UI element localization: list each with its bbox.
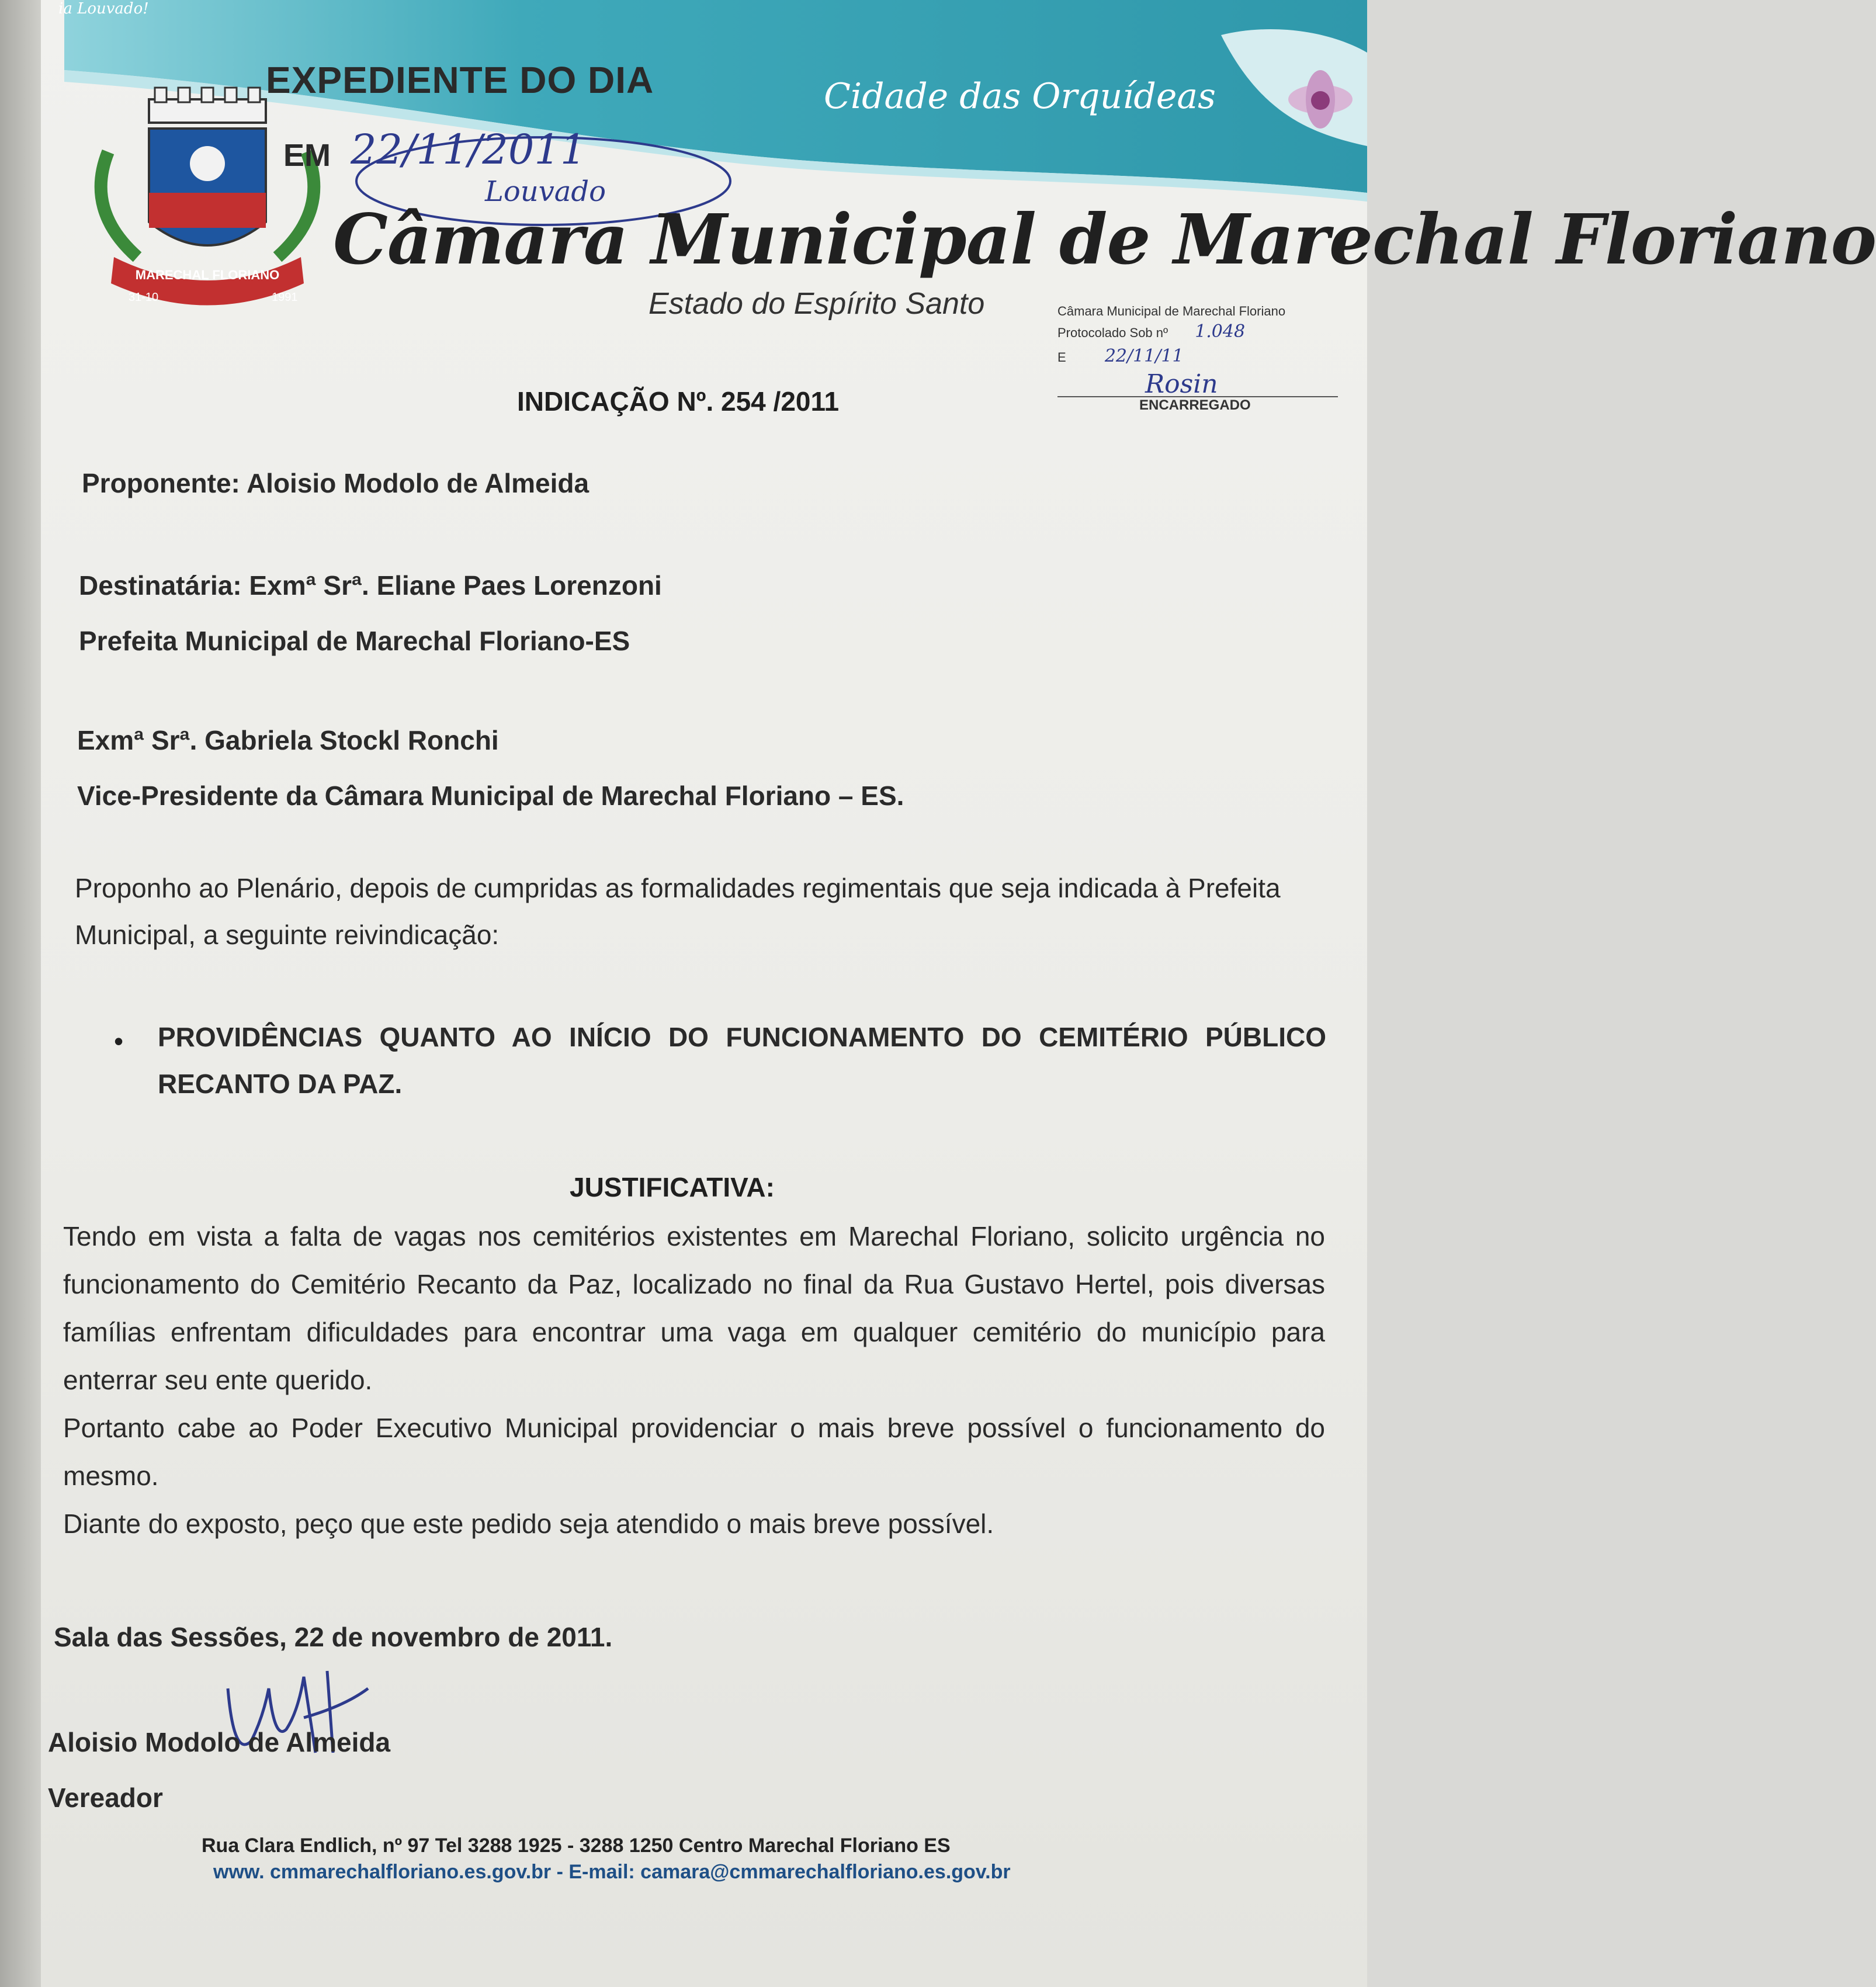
corner-text: ia Louvado! xyxy=(58,0,149,18)
justificativa-body xyxy=(63,1212,1325,1548)
em-label: EM xyxy=(283,138,331,173)
orchid-icon xyxy=(1279,64,1361,134)
request-bullet: PROVIDÊNCIAS QUANTO AO INÍCIO DO FUNCIONAMENTO DO CEMITÉRIO PÚBLICO RECANTO DA PAZ. xyxy=(158,1022,1326,1099)
municipal-crest-icon xyxy=(73,82,336,327)
document-page xyxy=(41,0,1876,1987)
justificativa-paragraph-2: Portanto cabe ao Poder Executivo Municipal providenciar o mais breve possível o funcionamento do mesmo. xyxy=(63,1413,1325,1491)
state-subtitle: Estado do Espírito Santo xyxy=(649,287,985,321)
institution-title: Câmara Municipal de Marechal Floriano xyxy=(333,199,1876,280)
stamp-protocol-label: Protocolado Sob nº xyxy=(1057,325,1168,340)
second-recipient: Exmª Srª. Gabriela Stockl Ronchi xyxy=(77,725,499,755)
bullet-icon: • xyxy=(114,1026,124,1056)
scan-left-edge xyxy=(0,0,41,1987)
justificativa-paragraph-3: Diante do exposto, peço que este pedido seja atendido o mais breve possível. xyxy=(63,1509,994,1539)
stamp-date: 22/11/11 xyxy=(1104,346,1184,366)
justificativa-title: JUSTIFICATIVA: xyxy=(570,1172,775,1202)
indicacao-number: INDICAÇÃO Nº. 254 /2011 xyxy=(517,386,840,417)
tagline: Cidade das Orquídeas xyxy=(824,76,1216,117)
stamp-line1: Câmara Municipal de Marechal Floriano xyxy=(1057,304,1286,318)
stamp-role: ENCARREGADO xyxy=(1139,397,1251,413)
destinataria: Destinatária: Exmª Srª. Eliane Paes Lorenzoni xyxy=(79,570,662,601)
destinataria-cargo: Prefeita Municipal de Marechal Floriano-ES xyxy=(79,626,630,656)
crest-year-right: 1991 xyxy=(272,291,298,304)
justificativa-paragraph-1: Tendo em vista a falta de vagas nos cemitérios existentes em Marechal Floriano, solicito urgência no funcionamento do Cemitério Recanto da Paz, localizado no final da Rua Gustavo Hertel, pois diversas famílias enfrentam dificuldades para encontrar uma vaga em qualquer cemitério do município para enterrar seu ente querido. xyxy=(63,1221,1325,1395)
proponente: Proponente: Aloisio Modolo de Almeida xyxy=(82,468,589,498)
stamp-date-label: E xyxy=(1057,350,1066,365)
handwritten-date: 22/11/2011 xyxy=(351,126,587,174)
handwritten-note: Louvado xyxy=(485,175,606,208)
expediente-label: EXPEDIENTE DO DIA xyxy=(266,59,654,101)
signer-name: Aloisio Modolo de Almeida xyxy=(48,1727,391,1757)
stamp-protocol-number: 1.048 xyxy=(1195,321,1246,342)
intro-paragraph: Proponho ao Plenário, depois de cumpridas as formalidades regimentais que seja indicada à Prefeita Municipal, a seguinte reivindicação: xyxy=(75,873,1281,950)
crest-year-left: 31-10 xyxy=(129,291,159,304)
crest-ribbon-text: MARECHAL FLORIANO xyxy=(135,268,280,282)
signer-role: Vereador xyxy=(48,1783,163,1813)
stamp-signature: Rosin xyxy=(1145,369,1218,399)
protocol-stamp xyxy=(1057,304,1338,413)
footer-address: Rua Clara Endlich, nº 97 Tel 3288 1925 - 3288 1250 Centro Marechal Floriano ES xyxy=(202,1835,951,1857)
second-recipient-cargo: Vice-Presidente da Câmara Municipal de Marechal Floriano – ES. xyxy=(77,781,904,811)
footer-web-email: www. cmmarechalfloriano.es.gov.br - E-mail: camara@cmmarechalfloriano.es.gov.br xyxy=(213,1861,1011,1883)
sala-das-sessoes: Sala das Sessões, 22 de novembro de 2011. xyxy=(54,1622,613,1652)
